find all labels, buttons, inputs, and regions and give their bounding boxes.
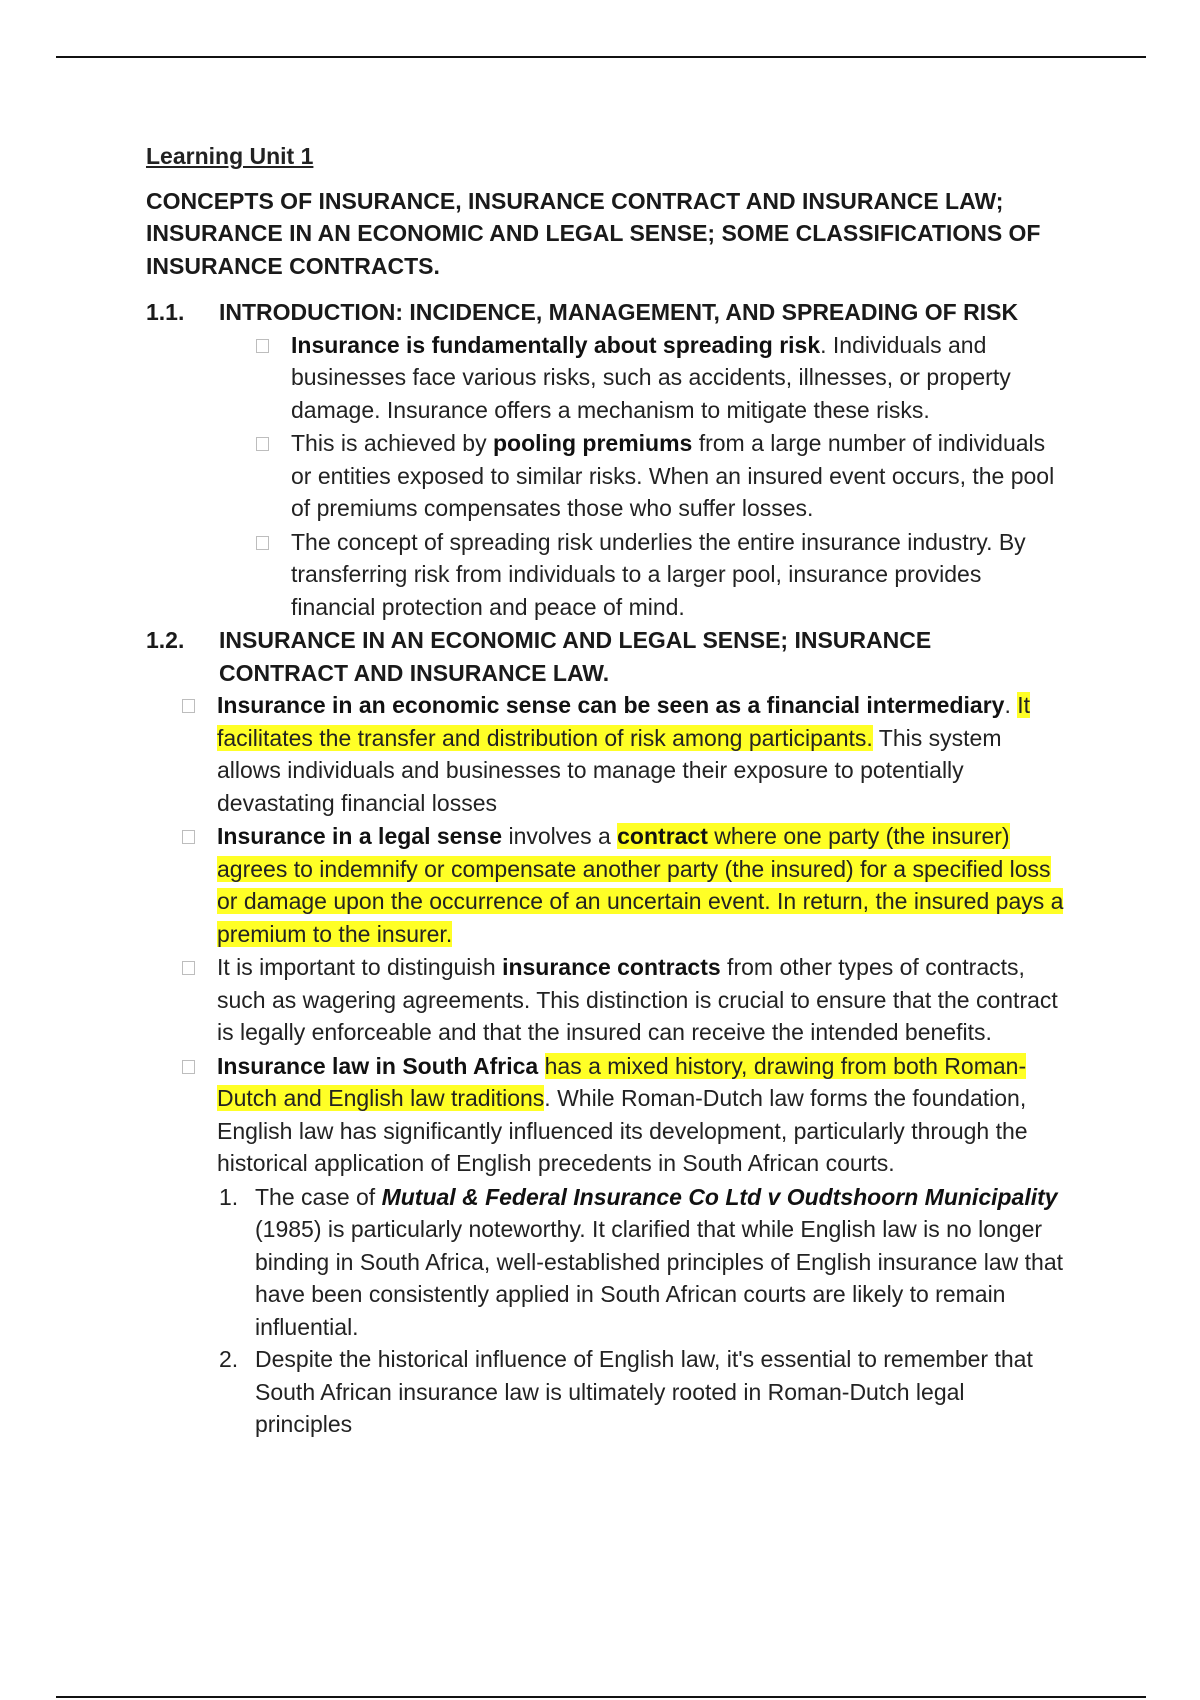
- text-run: It is important to distinguish: [217, 954, 503, 980]
- bottom-rule: [56, 1696, 1146, 1698]
- text-run: The case of: [255, 1183, 382, 1210]
- bullet-text: [217, 1050, 1066, 1180]
- item-number: 1.: [219, 1183, 239, 1210]
- bold-phrase: Insurance in a legal sense: [217, 823, 503, 849]
- numbered-item: [219, 1181, 1066, 1344]
- highlighted-text: has a mixed history, drawing from both Roman-Dutch and English law traditions: [217, 1052, 1027, 1111]
- bullet-text: [217, 820, 1066, 950]
- bullet-text: [217, 689, 1066, 819]
- section-number: 1.2.: [146, 627, 185, 653]
- bullet-text: [291, 526, 1066, 624]
- numbered-text: [255, 1343, 1066, 1441]
- section-title: INSURANCE IN AN ECONOMIC AND LEGAL SENSE; INSURANCE CONTRACT AND INSURANCE LAW.: [219, 627, 932, 686]
- checkbox-bullet-icon: [182, 961, 195, 975]
- text-run: . While Roman-Dutch law forms the foundation, English law has significantly influenced its development, particularly through the historical application of English precedents in South African courts.: [217, 1085, 1028, 1176]
- checkbox-bullet-icon: [182, 699, 195, 713]
- checkbox-bullet-icon: [256, 339, 269, 353]
- text-run: (1985) is particularly noteworthy. It clarified that while English law is no longer binding in South Africa, well-established principles of English insurance law that have been consistently applied in South African courts are likely to remain influential.: [255, 1216, 1064, 1340]
- bold-phrase: Insurance is fundamentally about spreading risk: [291, 331, 821, 358]
- numbered-item: [219, 1343, 1066, 1441]
- highlighted-bold-phrase: contract: [617, 823, 708, 849]
- text-run: involves a: [502, 823, 618, 849]
- text-run: Despite the historical influence of English law, it's essential to remember that South African insurance law is ultimately rooted in Roman-Dutch legal principles: [255, 1346, 1033, 1437]
- item-number: 2.: [219, 1346, 239, 1372]
- unit-title: Learning Unit 1: [146, 143, 314, 169]
- text-run: . Individuals and businesses face various risks, such as accidents, illnesses, or property damage. Insurance offers a mechanism to mitigate these risks.: [291, 331, 1011, 423]
- bullet-text: [291, 329, 1066, 427]
- bullet-item: [256, 427, 1066, 525]
- text-run: from a large number of individuals or entities exposed to similar risks. When an insured event occurs, the pool of premiums compensates those who suffer losses.: [291, 430, 1055, 521]
- section-heading-1-2: [146, 624, 1066, 689]
- section-title: INTRODUCTION: INCIDENCE, MANAGEMENT, AND SPREADING OF RISK: [219, 299, 1019, 325]
- highlighted-text: It facilitates the transfer and distribution of risk among participants.: [217, 692, 1030, 751]
- checkbox-bullet-icon: [182, 1060, 195, 1074]
- checkbox-bullet-icon: [256, 536, 269, 550]
- bold-phrase: pooling premiums: [492, 430, 693, 456]
- bullet-item: [182, 820, 1066, 950]
- bold-phrase: insurance contracts: [502, 954, 721, 980]
- bullet-text: [217, 951, 1066, 1049]
- numbered-text: [255, 1181, 1066, 1344]
- main-title: CONCEPTS OF INSURANCE, INSURANCE CONTRACT AND INSURANCE LAW; INSURANCE IN AN ECONOMIC AND LEGAL SENSE; SOME CLASSIFICATIONS OF INSURANCE CONTRACTS.: [146, 187, 1041, 279]
- text-run: This system allows individuals and businesses to manage their exposure to potentially devastating financial losses: [217, 724, 1002, 816]
- text-run: This is achieved by: [291, 430, 493, 456]
- top-rule: [56, 56, 1146, 58]
- text-run: The concept of spreading risk underlies the entire insurance industry. By transferring risk from individuals to a larger pool, insurance provides financial protection and peace of mind.: [291, 528, 1026, 620]
- text-run: [538, 1053, 544, 1079]
- document-body: [146, 140, 1066, 1441]
- bullet-item: [256, 329, 1066, 427]
- section-number: 1.1.: [146, 299, 185, 325]
- bullet-item: [182, 951, 1066, 1049]
- text-run: from other types of contracts, such as wagering agreements. This distinction is crucial to ensure that the contract is legally enforceable and that the insured can receive the intended benefits.: [217, 954, 1058, 1045]
- bullet-item: [182, 689, 1066, 819]
- bullet-text: [291, 427, 1066, 525]
- text-run: .: [1004, 692, 1018, 718]
- checkbox-bullet-icon: [182, 830, 195, 844]
- section-heading-1-1: [146, 296, 1066, 329]
- checkbox-bullet-icon: [256, 437, 269, 451]
- highlighted-text: where one party (the insurer) agrees to indemnify or compensate another party (the insured) for a specified loss or damage upon the occurrence of an uncertain event. In return, the insured pays a premium to the insurer.: [217, 823, 1064, 947]
- bold-phrase: Insurance law in South Africa: [217, 1052, 539, 1079]
- bullet-item: [182, 1050, 1066, 1180]
- bullet-item: [256, 526, 1066, 624]
- case-name: Mutual & Federal Insurance Co Ltd v Oudtshoorn Municipality: [381, 1183, 1058, 1210]
- bold-phrase: Insurance in an economic sense can be seen as a financial intermediary: [217, 692, 1005, 718]
